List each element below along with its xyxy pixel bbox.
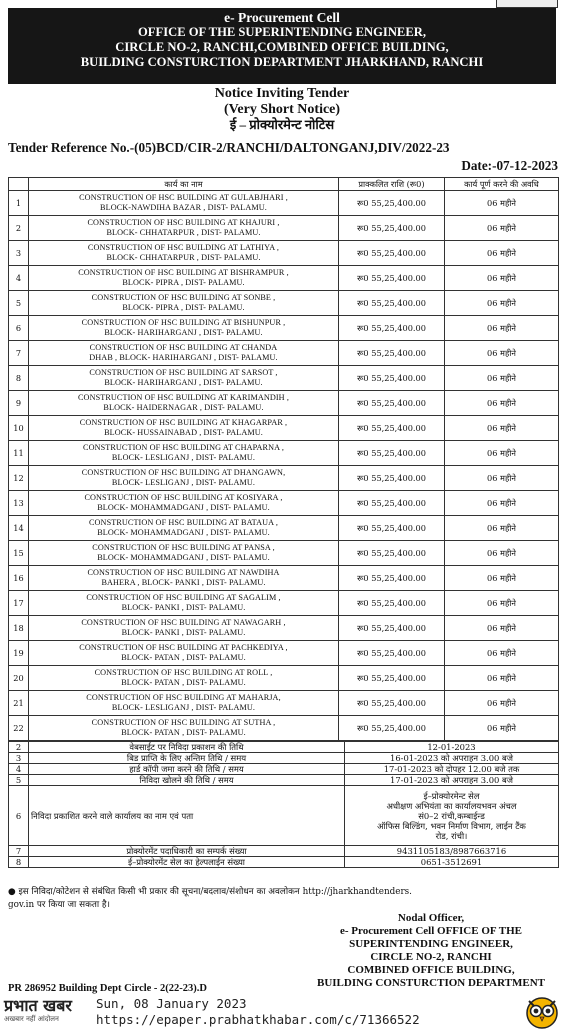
tender-row bbox=[9, 616, 559, 641]
notice-titles bbox=[8, 86, 556, 132]
schedule-sn: 5 bbox=[9, 775, 29, 786]
row-period: 06 महीने bbox=[445, 566, 559, 591]
schedule-label: ई–प्रोक्योरमेंट सेल का हेल्पलाईन संख्या bbox=[29, 857, 345, 868]
work-line-1: CONSTRUCTION OF HSC BUILDING AT SARSOT , bbox=[89, 368, 278, 377]
logo-text: प्रभात खबर bbox=[4, 996, 72, 1015]
tender-row bbox=[9, 641, 559, 666]
schedule-label: हार्ड कॉपी जमा करने की तिथि / समय bbox=[29, 764, 345, 775]
work-line-1: CONSTRUCTION OF HSC BUILDING AT SAGALIM , bbox=[86, 593, 281, 602]
row-period: 06 महीने bbox=[445, 216, 559, 241]
work-line-2: BLOCK- MOHAMMADGANJ , DIST- PALAMU. bbox=[97, 553, 270, 562]
notice-header bbox=[8, 8, 556, 84]
schedule-label: वेबसाईट पर निविदा प्रकाशन की तिथि bbox=[29, 742, 345, 753]
work-line-2: BLOCK- CHHATARPUR , DIST- PALAMU. bbox=[106, 253, 261, 262]
row-sn: 12 bbox=[9, 466, 29, 491]
work-line-1: CONSTRUCTION OF HSC BUILDING AT CHANDA bbox=[89, 343, 278, 352]
nodal-line-5: COMBINED OFFICE BUILDING, bbox=[347, 964, 515, 976]
work-line-2: BLOCK- LESLIGANJ , DIST- PALAMU. bbox=[111, 478, 256, 487]
nodal-line-2: e- Procurement Cell OFFICE OF THE bbox=[340, 925, 522, 937]
row-sn: 15 bbox=[9, 541, 29, 566]
work-line-1: CONSTRUCTION OF HSC BUILDING AT BISHRAMPUR , bbox=[78, 268, 289, 277]
schedule-row bbox=[9, 857, 559, 868]
tender-row bbox=[9, 191, 559, 216]
tender-date: Date:-07-12-2023 bbox=[461, 158, 558, 173]
header-sn bbox=[9, 178, 29, 191]
row-period: 06 महीने bbox=[445, 316, 559, 341]
row-sn: 18 bbox=[9, 616, 29, 641]
header-line-0: e- Procurement Cell bbox=[224, 10, 340, 25]
nodal-line-4: CIRCLE NO-2, RANCHI bbox=[370, 951, 492, 963]
schedule-row bbox=[9, 742, 559, 753]
row-sn: 8 bbox=[9, 366, 29, 391]
work-line-2: BLOCK- HAIDERNAGAR , DIST- PALAMU. bbox=[103, 403, 264, 412]
pr-number: PR 286952 Building Dept Circle - 2(22-23).D bbox=[8, 983, 208, 994]
schedule-value: 17-01-2023 को अपराहन 3.00 बजे bbox=[345, 775, 559, 786]
office-line-4: ऑफिस बिल्डिंग, भवन निर्माण विभाग, लाईन टैंक bbox=[377, 820, 526, 831]
work-line-2: BLOCK- PIPRA , DIST- PALAMU. bbox=[122, 278, 245, 287]
row-sn: 3 bbox=[9, 241, 29, 266]
schedule-value: 16-01-2023 को अपराहन 3.00 बजे bbox=[345, 753, 559, 764]
office-line-5: रोड, रांची। bbox=[435, 830, 468, 841]
notice-subtitle: (Very Short Notice) bbox=[223, 102, 341, 117]
nodal-officer-block bbox=[300, 912, 562, 990]
row-sn: 4 bbox=[9, 266, 29, 291]
schedule-sn: 7 bbox=[9, 846, 29, 857]
schedule-row bbox=[9, 846, 559, 857]
row-period: 06 महीने bbox=[445, 691, 559, 716]
header-work-name: कार्य का नाम bbox=[29, 178, 339, 191]
work-line-2: BLOCK- LESLIGANJ , DIST- PALAMU. bbox=[111, 703, 256, 712]
row-period: 06 महीने bbox=[445, 341, 559, 366]
work-line-1: CONSTRUCTION OF HSC BUILDING AT NAWAGARH , bbox=[81, 618, 286, 627]
row-sn: 5 bbox=[9, 291, 29, 316]
tender-row bbox=[9, 366, 559, 391]
row-work-name bbox=[29, 641, 339, 666]
work-line-1: CONSTRUCTION OF HSC BUILDING AT BISHUNPUR , bbox=[81, 318, 286, 327]
row-work-name bbox=[29, 216, 339, 241]
work-line-2: BLOCK- CHHATARPUR , DIST- PALAMU. bbox=[106, 228, 261, 237]
page-tab bbox=[496, 0, 558, 8]
schedule-row bbox=[9, 753, 559, 764]
row-period: 06 महीने bbox=[445, 266, 559, 291]
work-line-2: BLOCK-NAWDIHA BAZAR , DIST- PALAMU. bbox=[100, 203, 267, 212]
schedule-row bbox=[9, 775, 559, 786]
notice-hindi-title: ई – प्रोक्योरमेन्ट नोटिस bbox=[229, 117, 335, 132]
row-amount: रू0 55,25,400.00 bbox=[339, 666, 445, 691]
schedule-label: प्रोक्योरमेंट पदाधिकारी का सम्पर्क संख्या bbox=[29, 846, 345, 857]
tender-table bbox=[8, 177, 559, 741]
work-line-1: CONSTRUCTION OF HSC BUILDING AT NAWDIHA bbox=[87, 568, 280, 577]
work-line-1: CONSTRUCTION OF HSC BUILDING AT KHAGARPAR , bbox=[79, 418, 288, 427]
row-amount: रू0 55,25,400.00 bbox=[339, 691, 445, 716]
row-sn: 21 bbox=[9, 691, 29, 716]
work-line-1: CONSTRUCTION OF HSC BUILDING AT ROLL , bbox=[94, 668, 273, 677]
work-line-2: BAHERA , BLOCK- PANKI , DIST- PALAMU. bbox=[101, 578, 266, 587]
row-period: 06 महीने bbox=[445, 466, 559, 491]
row-amount: रू0 55,25,400.00 bbox=[339, 241, 445, 266]
work-line-2: BLOCK- HARIHARGANJ , DIST- PALAMU. bbox=[104, 378, 263, 387]
row-sn: 16 bbox=[9, 566, 29, 591]
row-sn: 13 bbox=[9, 491, 29, 516]
footnote-line-1: ● इस निविदा/कोटेशन से संबंधित किसी भी प्रकार की सूचना/बदलाव/संशोधन का अवलोकन http://jharkhandtenders. bbox=[8, 887, 412, 897]
tender-row bbox=[9, 516, 559, 541]
row-period: 06 महीने bbox=[445, 666, 559, 691]
row-amount: रू0 55,25,400.00 bbox=[339, 391, 445, 416]
header-completion-period: कार्य पूर्ण करने की अवधि bbox=[445, 178, 559, 191]
row-period: 06 महीने bbox=[445, 591, 559, 616]
work-line-2: BLOCK- PANKI , DIST- PALAMU. bbox=[121, 628, 246, 637]
nodal-line-3: SUPERINTENDING ENGINEER, bbox=[349, 938, 513, 950]
row-period: 06 महीने bbox=[445, 541, 559, 566]
notice-title: Notice Inviting Tender bbox=[214, 86, 350, 101]
row-work-name bbox=[29, 391, 339, 416]
row-sn: 20 bbox=[9, 666, 29, 691]
schedule-label: निविदा प्रकाशित करने वाले कार्यालय का नाम एवं पता bbox=[29, 786, 345, 846]
tender-row bbox=[9, 341, 559, 366]
row-period: 06 महीने bbox=[445, 416, 559, 441]
tender-row bbox=[9, 266, 559, 291]
row-sn: 17 bbox=[9, 591, 29, 616]
row-work-name bbox=[29, 591, 339, 616]
newspaper-logo bbox=[4, 997, 92, 1027]
work-line-2: BLOCK- HUSSAINABAD , DIST- PALAMU. bbox=[104, 428, 263, 437]
row-work-name bbox=[29, 466, 339, 491]
row-work-name bbox=[29, 291, 339, 316]
row-work-name bbox=[29, 341, 339, 366]
office-line-1: ई–प्रोक्योरमेन्ट सेल bbox=[423, 790, 480, 801]
row-period: 06 महीने bbox=[445, 641, 559, 666]
row-work-name bbox=[29, 716, 339, 741]
work-line-1: CONSTRUCTION OF HSC BUILDING AT PACHKEDIYA , bbox=[79, 643, 288, 652]
row-amount: रू0 55,25,400.00 bbox=[339, 641, 445, 666]
tender-row bbox=[9, 441, 559, 466]
schedule-sn: 3 bbox=[9, 753, 29, 764]
row-amount: रू0 55,25,400.00 bbox=[339, 316, 445, 341]
nodal-line-6: BUILDING CONSTURCTION DEPARTMENT bbox=[317, 977, 545, 989]
row-amount: रू0 55,25,400.00 bbox=[339, 441, 445, 466]
schedule-row-office bbox=[9, 786, 559, 846]
work-line-1: CONSTRUCTION OF HSC BUILDING AT CHAPARNA , bbox=[83, 443, 284, 452]
row-period: 06 महीने bbox=[445, 291, 559, 316]
row-sn: 10 bbox=[9, 416, 29, 441]
source-url[interactable]: https://epaper.prabhatkhabar.com/c/71366522 bbox=[96, 1012, 420, 1027]
row-period: 06 महीने bbox=[445, 716, 559, 741]
work-line-1: CONSTRUCTION OF HSC BUILDING AT MAHARJA, bbox=[86, 693, 281, 702]
row-amount: रू0 55,25,400.00 bbox=[339, 566, 445, 591]
row-period: 06 महीने bbox=[445, 616, 559, 641]
work-line-1: CONSTRUCTION OF HSC BUILDING AT SUTHA , bbox=[91, 718, 276, 727]
tender-row bbox=[9, 541, 559, 566]
header-line-3: BUILDING CONSTURCTION DEPARTMENT JHARKHAND, RANCHI bbox=[80, 55, 484, 69]
row-period: 06 महीने bbox=[445, 516, 559, 541]
row-amount: रू0 55,25,400.00 bbox=[339, 366, 445, 391]
row-amount: रू0 55,25,400.00 bbox=[339, 616, 445, 641]
row-work-name bbox=[29, 416, 339, 441]
work-line-1: CONSTRUCTION OF HSC BUILDING AT GULABJHARI , bbox=[79, 193, 288, 202]
header-estimated-amount: प्राक्कलित राशि (रू0) bbox=[339, 178, 445, 191]
row-amount: रू0 55,25,400.00 bbox=[339, 341, 445, 366]
row-amount: रू0 55,25,400.00 bbox=[339, 516, 445, 541]
row-work-name bbox=[29, 316, 339, 341]
work-line-2: BLOCK- PATAN , DIST- PALAMU. bbox=[121, 653, 246, 662]
row-sn: 1 bbox=[9, 191, 29, 216]
row-amount: रू0 55,25,400.00 bbox=[339, 466, 445, 491]
row-period: 06 महीने bbox=[445, 366, 559, 391]
logo-tagline: अखबार नहीं आंदोलन bbox=[4, 1015, 59, 1023]
tender-row bbox=[9, 291, 559, 316]
work-line-1: CONSTRUCTION OF HSC BUILDING AT KOSIYARA , bbox=[84, 493, 283, 502]
office-line-2: अधीक्षण अभियंता का कार्यालयभवन अंचल bbox=[386, 800, 517, 811]
row-amount: रू0 55,25,400.00 bbox=[339, 416, 445, 441]
work-line-2: BLOCK- PIPRA , DIST- PALAMU. bbox=[122, 303, 245, 312]
work-line-1: CONSTRUCTION OF HSC BUILDING AT LATHIYA , bbox=[87, 243, 280, 252]
schedule-label: निविदा खोलने की तिथि / समय bbox=[29, 775, 345, 786]
row-work-name bbox=[29, 516, 339, 541]
schedule-value: 9431105183/8987663716 bbox=[345, 846, 559, 857]
tender-row bbox=[9, 716, 559, 741]
tender-reference: Tender Reference No.-(05)BCD/CIR-2/RANCHI/DALTONGANJ,DIV/2022-23 bbox=[8, 140, 450, 155]
schedule-label: बिड प्राप्ति के लिए अन्तिम तिथि / समय bbox=[29, 753, 345, 764]
row-work-name bbox=[29, 241, 339, 266]
row-amount: रू0 55,25,400.00 bbox=[339, 716, 445, 741]
work-line-2: BLOCK- MOHAMMADGANJ , DIST- PALAMU. bbox=[97, 503, 270, 512]
tender-row bbox=[9, 391, 559, 416]
source-date: Sun, 08 January 2023 bbox=[96, 996, 247, 1011]
row-sn: 14 bbox=[9, 516, 29, 541]
row-work-name bbox=[29, 491, 339, 516]
row-sn: 19 bbox=[9, 641, 29, 666]
tender-row bbox=[9, 666, 559, 691]
row-amount: रू0 55,25,400.00 bbox=[339, 591, 445, 616]
row-amount: रू0 55,25,400.00 bbox=[339, 541, 445, 566]
row-period: 06 महीने bbox=[445, 491, 559, 516]
work-line-2: BLOCK- MOHAMMADGANJ , DIST- PALAMU. bbox=[97, 528, 270, 537]
row-sn: 9 bbox=[9, 391, 29, 416]
row-sn: 11 bbox=[9, 441, 29, 466]
row-period: 06 महीने bbox=[445, 191, 559, 216]
header-line-1: OFFICE OF THE SUPERINTENDING ENGINEER, bbox=[138, 25, 426, 39]
schedule-sn: 6 bbox=[9, 786, 29, 846]
row-work-name bbox=[29, 541, 339, 566]
work-line-2: BLOCK- PANKI , DIST- PALAMU. bbox=[121, 603, 246, 612]
work-line-1: CONSTRUCTION OF HSC BUILDING AT PANSA , bbox=[92, 543, 275, 552]
tender-row bbox=[9, 316, 559, 341]
work-line-1: CONSTRUCTION OF HSC BUILDING AT SONBE , bbox=[91, 293, 276, 302]
work-line-2: DHAB , BLOCK- HARIHARGANJ , DIST- PALAMU. bbox=[89, 353, 278, 362]
schedule-value: 0651-3512691 bbox=[345, 857, 559, 868]
nodal-line-1: Nodal Officer, bbox=[397, 912, 465, 924]
top-strip bbox=[0, 0, 566, 8]
row-work-name bbox=[29, 691, 339, 716]
row-period: 06 महीने bbox=[445, 241, 559, 266]
row-sn: 22 bbox=[9, 716, 29, 741]
row-work-name bbox=[29, 366, 339, 391]
work-line-2: BLOCK- LESLIGANJ , DIST- PALAMU. bbox=[111, 453, 256, 462]
schedule-value: 17-01-2023 को दोपहर 12.00 बजे तक bbox=[345, 764, 559, 775]
schedule-row bbox=[9, 764, 559, 775]
tender-row bbox=[9, 691, 559, 716]
schedule-value: 12-01-2023 bbox=[345, 742, 559, 753]
schedule-sn: 4 bbox=[9, 764, 29, 775]
schedule-sn: 8 bbox=[9, 857, 29, 868]
work-line-1: CONSTRUCTION OF HSC BUILDING AT KHAJURI , bbox=[87, 218, 280, 227]
row-period: 06 महीने bbox=[445, 441, 559, 466]
work-line-1: CONSTRUCTION OF HSC BUILDING AT DHANGAWN, bbox=[81, 468, 286, 477]
work-line-2: BLOCK- PATAN , DIST- PALAMU. bbox=[121, 678, 246, 687]
row-amount: रू0 55,25,400.00 bbox=[339, 216, 445, 241]
office-line-3: सं0–2 रांची,कम्बाईन्ड bbox=[418, 810, 485, 821]
work-line-2: BLOCK- PATAN , DIST- PALAMU. bbox=[121, 728, 246, 737]
row-sn: 7 bbox=[9, 341, 29, 366]
tender-row bbox=[9, 491, 559, 516]
row-work-name bbox=[29, 666, 339, 691]
row-amount: रू0 55,25,400.00 bbox=[339, 291, 445, 316]
row-amount: रू0 55,25,400.00 bbox=[339, 191, 445, 216]
schedule-office-address bbox=[345, 786, 559, 846]
tender-table-header bbox=[9, 178, 559, 191]
work-line-1: CONSTRUCTION OF HSC BUILDING AT BATAUA , bbox=[88, 518, 279, 527]
tender-row bbox=[9, 216, 559, 241]
schedule-sn: 2 bbox=[9, 742, 29, 753]
row-sn: 2 bbox=[9, 216, 29, 241]
tender-row bbox=[9, 466, 559, 491]
owl-icon bbox=[522, 992, 562, 1030]
work-line-2: BLOCK- HARIHARGANJ , DIST- PALAMU. bbox=[104, 328, 263, 337]
row-sn: 6 bbox=[9, 316, 29, 341]
tender-row bbox=[9, 241, 559, 266]
tender-row bbox=[9, 591, 559, 616]
row-work-name bbox=[29, 616, 339, 641]
row-work-name bbox=[29, 566, 339, 591]
header-line-2: CIRCLE NO-2, RANCHI,COMBINED OFFICE BUILDING, bbox=[115, 40, 449, 54]
row-period: 06 महीने bbox=[445, 391, 559, 416]
row-work-name bbox=[29, 441, 339, 466]
tender-row bbox=[9, 416, 559, 441]
schedule-table bbox=[8, 741, 559, 868]
row-work-name bbox=[29, 266, 339, 291]
footnote bbox=[8, 886, 558, 912]
work-line-1: CONSTRUCTION OF HSC BUILDING AT KARIMANDIH , bbox=[78, 393, 289, 402]
row-amount: रू0 55,25,400.00 bbox=[339, 266, 445, 291]
tender-row bbox=[9, 566, 559, 591]
row-amount: रू0 55,25,400.00 bbox=[339, 491, 445, 516]
footnote-line-2: gov.in पर किया जा सकता है। bbox=[8, 900, 110, 910]
row-work-name bbox=[29, 191, 339, 216]
